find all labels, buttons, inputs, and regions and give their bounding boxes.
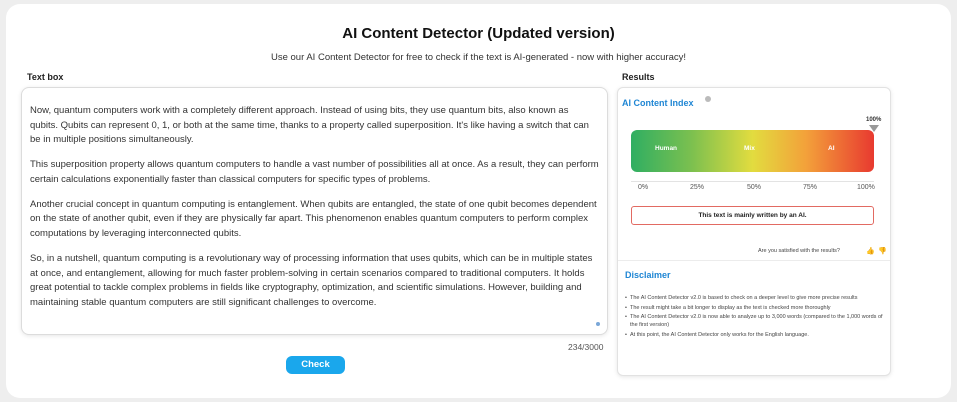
word-counter: 234/3000 xyxy=(568,342,604,352)
thumbs-up-icon[interactable]: 👍 xyxy=(866,248,875,255)
gauge-axis xyxy=(631,176,874,182)
ai-content-index-title: AI Content Index xyxy=(622,98,694,108)
textbox-label: Text box xyxy=(27,72,64,82)
resize-handle[interactable] xyxy=(596,322,600,326)
tick-label: 75% xyxy=(803,184,818,191)
page-title: AI Content Detector (Updated version) xyxy=(342,25,615,42)
score-label: 100% xyxy=(866,117,882,123)
disclaimer-item: • The result might take a bit longer to display as the text is checked more thoroughly xyxy=(625,304,883,312)
feedback-question: Are you satisfied with the results? xyxy=(758,248,840,254)
text-paragraph: This superposition property allows quantum computers to handle a vast number of possibilities all at once. As a result, they can perform certain calculations exponentially faster than classical computers for specific types of problems. xyxy=(30,159,599,185)
text-input-area[interactable] xyxy=(21,87,608,335)
results-label: Results xyxy=(622,72,655,82)
check-button[interactable]: Check xyxy=(286,356,345,374)
tick-label: 100% xyxy=(857,184,875,191)
text-paragraph: Now, quantum computers work with a completely different approach. Instead of using bits, they use quantum bits, also known as qubits. Qubits can represent 0, 1, or both at the same time, thanks to a property called superposition. It's like having a switch that can be in multiple positions simultaneously. xyxy=(30,105,589,146)
divider xyxy=(618,260,890,261)
gauge-label-mix: Mix xyxy=(744,145,755,152)
verdict-box: This text is mainly written by an AI. xyxy=(631,206,874,225)
disclaimer-list xyxy=(625,294,883,340)
results-panel xyxy=(617,87,891,376)
text-paragraph: Another crucial concept in quantum computing is entanglement. When qubits are entangled, the state of one qubit becomes dependent on the state of another qubit, even if they are physically far apart. This phenomenon enables quantum computers to perform complex computations by leveraging interconnected qubits. xyxy=(30,198,597,239)
disclaimer-item: • At this point, the AI Content Detector only works for the English language. xyxy=(625,331,883,339)
ai-index-gauge xyxy=(631,130,874,172)
info-icon[interactable] xyxy=(705,96,711,102)
gauge-label-ai: AI xyxy=(828,145,835,152)
tick-label: 25% xyxy=(690,184,705,191)
disclaimer-title: Disclaimer xyxy=(625,270,671,280)
thumbs-down-icon[interactable]: 👎 xyxy=(878,248,887,255)
disclaimer-item: • The AI Content Detector v2.0 is now able to analyze up to 3,000 words (compared to the 1,000 words of the first version) xyxy=(625,313,883,329)
tick-label: 0% xyxy=(638,184,649,191)
text-paragraph: So, in a nutshell, quantum computing is a revolutionary way of processing information that uses qubits, which can be in multiple states at once, and entanglement, allowing for much faster problem-solving in certain scenarios compared to traditional computers. It holds great potential to tackle complex problems in fields like cryptography, optimization, and scientific simulations. However, building and maintaining stable quantum computers are still significant challenges to overcome. xyxy=(30,252,593,308)
disclaimer-item: • The AI Content Detector v2.0 is based to check on a deeper level to give more precise results xyxy=(625,294,883,302)
page-subtitle: Use our AI Content Detector for free to check if the text is AI-generated - now with higher accuracy! xyxy=(270,52,687,63)
gauge-label-human: Human xyxy=(655,145,678,152)
tick-label: 50% xyxy=(747,184,762,191)
